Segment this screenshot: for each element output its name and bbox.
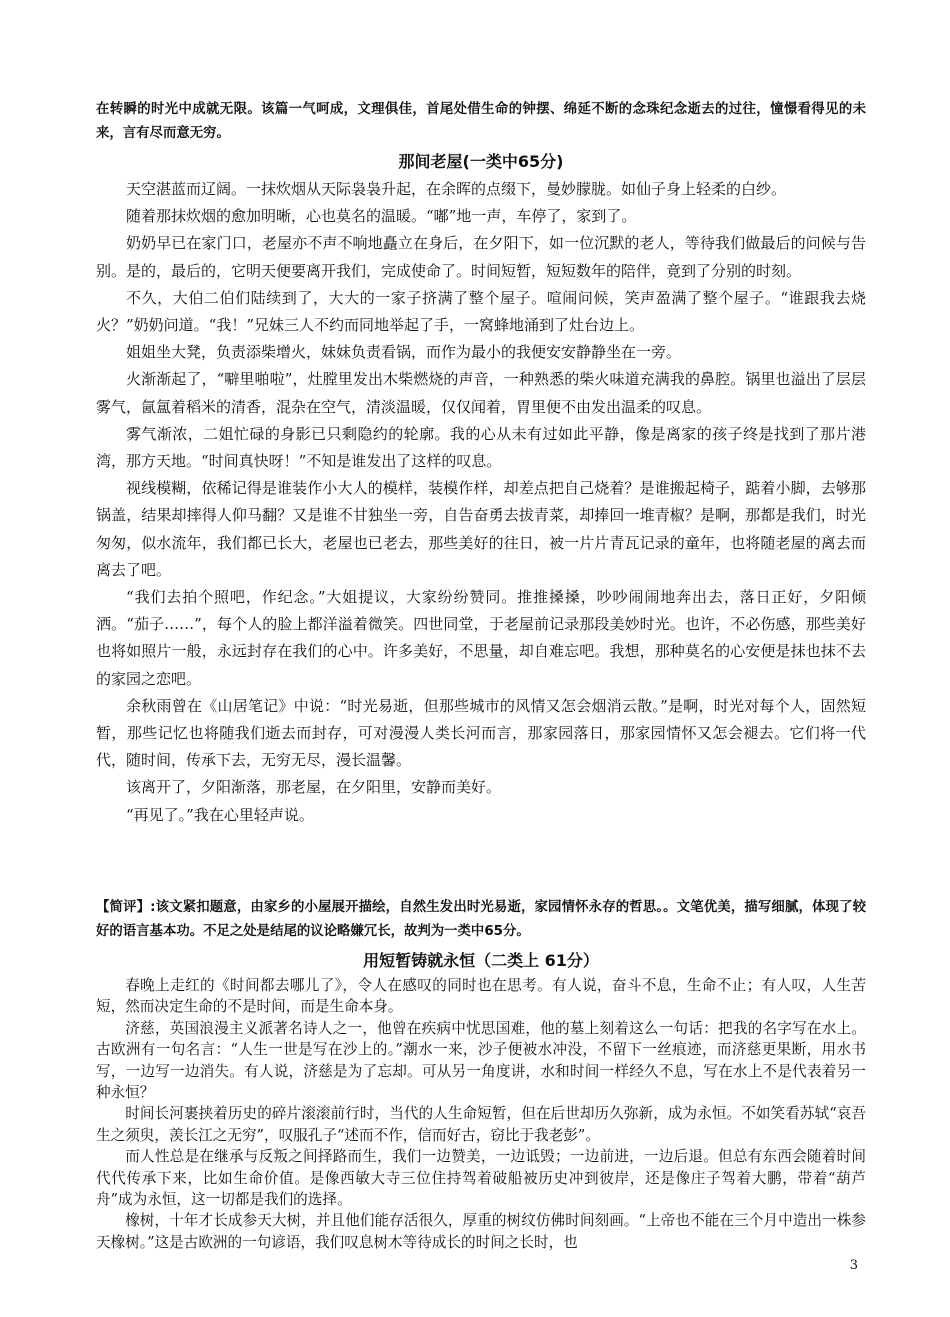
essay1-paragraph: 天空湛蓝而辽阔。一抹炊烟从天际袅袅升起，在余晖的点缀下，曼妙朦胧。如仙子身上轻柔的白纱。 <box>126 180 787 198</box>
essay1-paragraph: 该离开了，夕阳渐落，那老屋，在夕阳里，安静而美好。 <box>126 778 502 797</box>
essay1-title: 那间老屋(一类中65分) <box>398 152 564 171</box>
essay1-paragraph: 余秋雨曾在《山居笔记》中说：“时光易逝，但那些城市的风情又怎会烟消云散。”是啊，时光对每个人，固然短暂，那些记忆也将随我们逝去而封存，可对漫漫人类长河而言，那家园落日，那家园情怀又怎会褪去。它们将一代代，随时间，传承下去，无穷无尽，漫长温馨。 <box>96 696 866 770</box>
essay1-paragraph: 雾气渐浓，二姐忙碌的身影已只剩隐约的轮廓。我的心从未有过如此平静，像是离家的孩子终是找到了那片港湾，那方天地。“时间真快呀！”不知是谁发出了这样的叹息。 <box>96 424 866 471</box>
essay2-paragraph: 而人性总是在继承与反叛之间择路而生，我们一边赞美，一边诋毁；一边前进，一边后退。但总有东西会随着时间代代传承下来，比如生命价值。是像西敏大寺三位住持驾着破船被历史冲到彼岸，还是像庄子驾着大鹏，带着“葫芦舟”成为永恒，这一切都是我们的选择。 <box>96 1148 866 1209</box>
essay1-paragraph: 随着那抹炊烟的愈加明晰，心也莫名的温暖。“嘟”地一声，车停了，家到了。 <box>126 207 637 226</box>
essay1-paragraph: “再见了。”我在心里轻声说。 <box>126 805 314 824</box>
essay1-paragraph: 火渐渐起了，“噼里啪啦”，灶膛里发出木柴燃烧的声音，一种熟悉的柴火味道充满我的鼻腔。锅里也溢出了层层雾气，氤氲着稻米的清香，混杂在空气，清淡温暖，仅仅闻着，胃里便不由发出温柔的叹息。 <box>96 370 866 416</box>
essay1-review: 【简评】:该文紧扣题意，由家乡的小屋展开描绘，自然生发出时光易逝，家园情怀永存的哲思。。文笔优美，描写细腻，体现了较好的语言基本功。不足之处是结尾的议论略嫌冗长，故判为一类中65分。 <box>96 900 866 939</box>
essay2-paragraph: 时间长河裹挟着历史的碎片滚滚前行时，当代的人生命短暂，但在后世却历久弥新，成为永恒。不如笑看苏轼“哀吾生之须臾，羡长江之无穷”，叹服孔子“述而不作，信而好古，窃比于我老彭”。 <box>96 1105 866 1144</box>
essay1-body <box>96 176 866 829</box>
essay2-body <box>96 975 866 1253</box>
essay1-paragraph: 视线模糊，依稀记得是谁装作小大人的模样，装模作样，却差点把自己烧着？是谁搬起椅子，踮着小脚，去够那锅盖，结果却摔得人仰马翻？又是谁不甘独坐一旁，自告奋勇去拔青菜，却捧回一堆青椒？是啊，那都是我们，时光匆匆，似水流年，我们都已长大，老屋也已老去，那些美好的往日，被一片片青瓦记录的童年，也将随老屋的离去而离去了吧。 <box>96 479 866 579</box>
essay1-paragraph: “我们去拍个照吧，作纪念。”大姐提议，大家纷纷赞同。推推搡搡，吵吵闹闹地奔出去，落日正好，夕阳倾洒。“茄子……”，每个人的脸上都洋溢着微笑。四世同堂，于老屋前记录那段美妙时光。也许，不必伤感，那些美好也将如照片一般，永远封存在我们的心中。许多美好，不思量，却自难忘吧。我想，那种莫名的心安便是抹也抹不去的家园之恋吧。 <box>96 588 866 688</box>
essay1-paragraph: 姐姐坐大凳，负责添柴增火，妹妹负责看锅，而作为最小的我便安安静静坐在一旁。 <box>126 343 682 362</box>
page-number: 3 <box>849 1258 858 1273</box>
essay2-title: 用短暂铸就永恒（二类上 61分） <box>363 951 599 970</box>
intro-commentary: 在转瞬的时光中成就无限。该篇一气呵成，文理俱佳，首尾处借生命的钟摆、绵延不断的念珠纪念逝去的过往，憧憬看得见的未来，言有尽而意无穷。 <box>96 102 866 141</box>
essay1-paragraph: 不久，大伯二伯们陆续到了，大大的一家子挤满了整个屋子。喧闹问候，笑声盈满了整个屋子。“谁跟我去烧火？”奶奶问道。“我！”兄妹三人不约而同地举起了手，一窝蜂地涌到了灶台边上。 <box>96 288 866 335</box>
essay2-paragraph: 春晚上走红的《时间都去哪儿了》，令人在感叹的同时也在思考。有人说，奋斗不息，生命不止；有人叹，人生苦短，然而决定生命的不是时间，而是生命本身。 <box>96 977 866 1016</box>
essay1-paragraph: 奶奶早已在家门口，老屋亦不声不响地矗立在身后，在夕阳下，如一位沉默的老人，等待我们做最后的问候与告别。是的，最后的，它明天便要离开我们，完成使命了。时间短暂，短短数年的陪伴，竟到了分别的时刻。 <box>96 234 866 280</box>
essay2-paragraph: 济慈，英国浪漫主义派著名诗人之一，他曾在疾病中忧思国难，他的墓上刻着这么一句话：把我的名字写在水上。古欧洲有一句名言：“人生一世是写在沙上的。”潮水一来，沙子便被水冲没，不留下一丝痕迹，而济慈更果断，用水书写，一边写一边消失。有人说，济慈是为了忘却。可从另一角度讲，水和时间一样经久不息，写在水上不是代表着另一种永恒？ <box>96 1019 866 1102</box>
essay2-paragraph: 橡树，十年才长成参天大树，并且他们能存活很久，厚重的树纹仿佛时间刻画。“上帝也不能在三个月中造出一株参天橡树。”这是古欧洲的一句谚语，我们叹息树木等待成长的时间之长时，也 <box>96 1212 866 1251</box>
